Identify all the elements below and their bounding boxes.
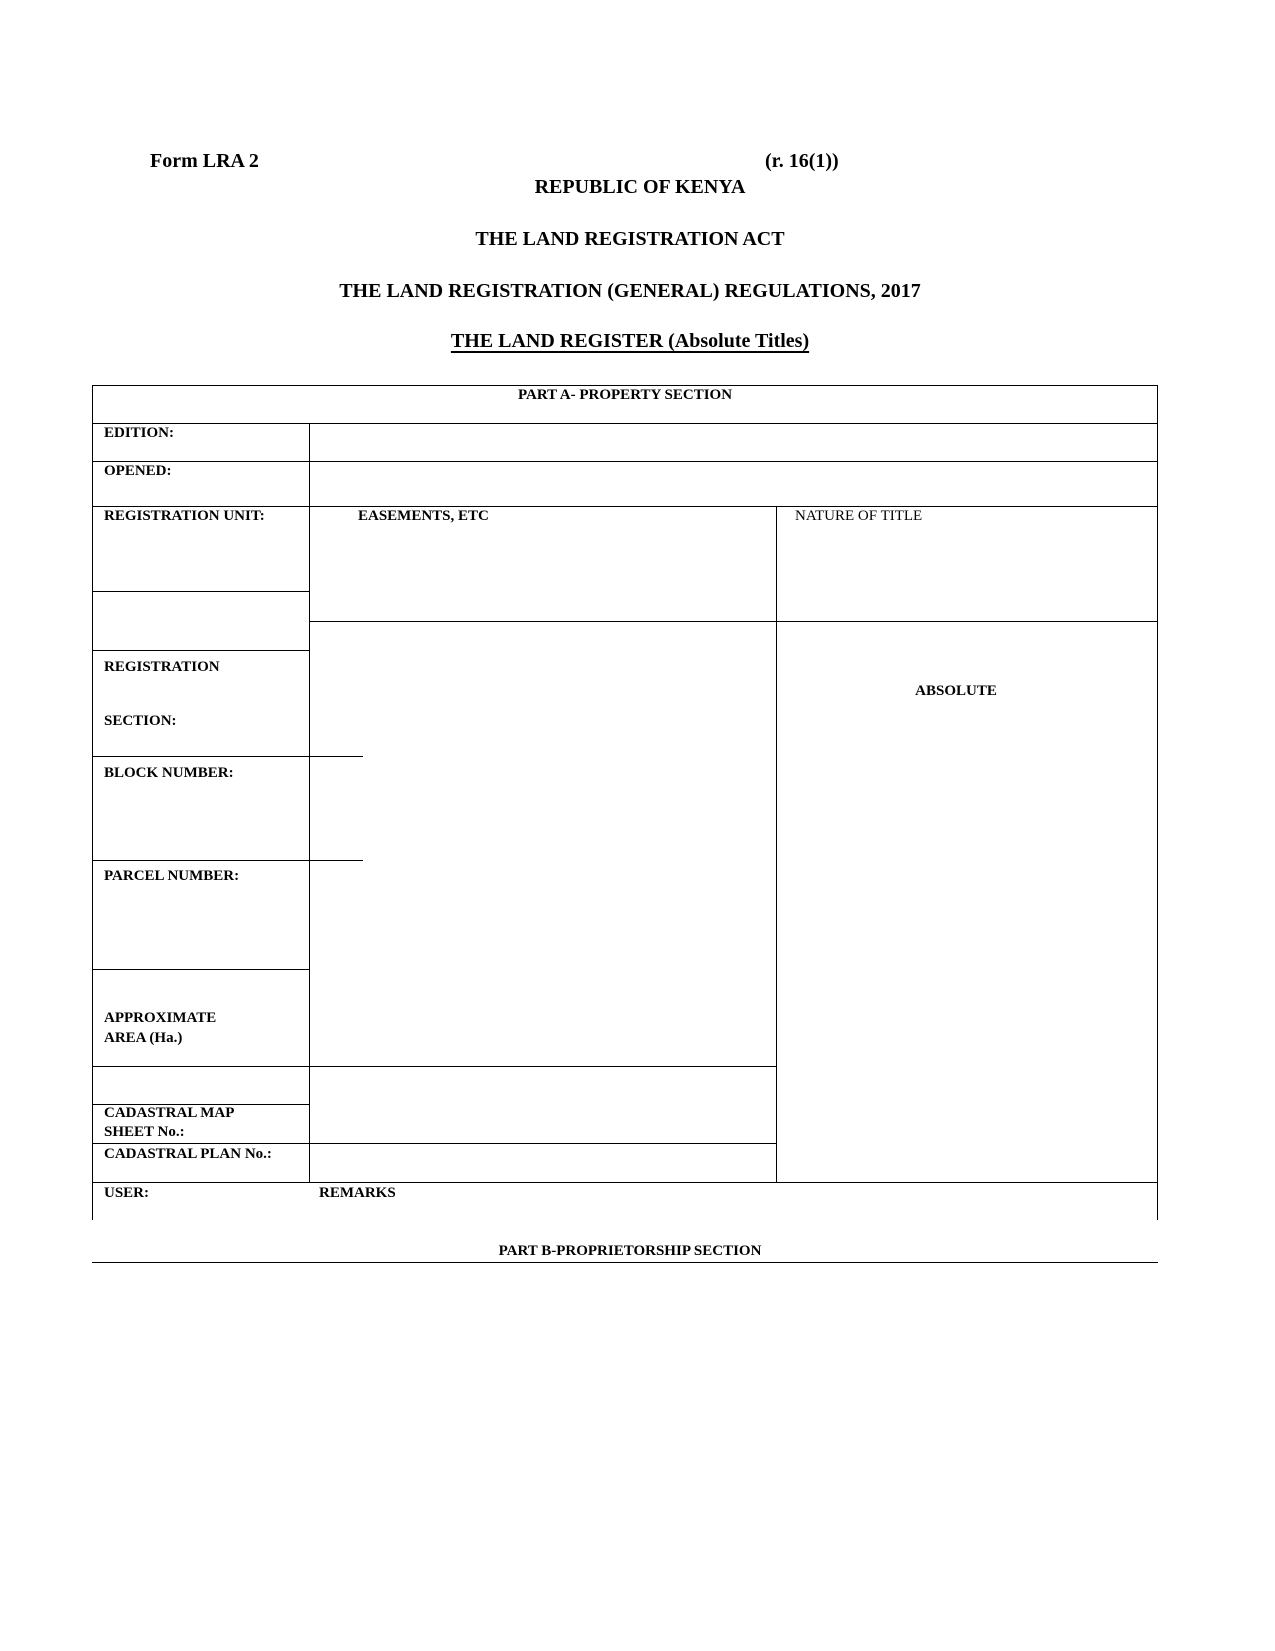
- act-heading: THE LAND REGISTRATION ACT: [475, 228, 785, 250]
- table-rule: [92, 461, 1158, 462]
- table-rule: [92, 969, 309, 970]
- table-rule: [92, 591, 309, 592]
- table-rule: [92, 1182, 1158, 1183]
- cadastral-plan-label: CADASTRAL PLAN No.:: [104, 1146, 272, 1162]
- registration-unit-label: REGISTRATION UNIT:: [104, 508, 265, 524]
- user-label: USER:: [104, 1185, 150, 1201]
- section-label: SECTION:: [104, 713, 177, 729]
- block-number-label: BLOCK NUMBER:: [104, 765, 234, 781]
- part-a-title: PART A- PROPERTY SECTION: [517, 387, 733, 403]
- nature-of-title-label: NATURE OF TITLE: [795, 508, 923, 524]
- table-rule: [92, 650, 309, 651]
- part-b-rule: [92, 1262, 1158, 1263]
- rule-reference: (r. 16(1)): [765, 150, 839, 172]
- approximate-area-line2: AREA (Ha.): [104, 1030, 183, 1046]
- registration-label: REGISTRATION: [104, 659, 220, 675]
- table-rule: [309, 621, 1158, 622]
- table-rule: [92, 756, 363, 757]
- register-title-text: THE LAND REGISTER (Absolute Titles): [450, 330, 810, 352]
- easements-label: EASEMENTS, ETC: [358, 508, 489, 524]
- table-rule: [92, 1066, 776, 1067]
- table-column-divider: [776, 506, 777, 1182]
- approximate-area-line1: APPROXIMATE: [104, 1010, 217, 1026]
- cadastral-map-line1: CADASTRAL MAP: [104, 1105, 235, 1121]
- table-rule: [92, 860, 363, 861]
- table-border-left: [92, 385, 93, 1220]
- cadastral-map-label: [104, 1104, 234, 1142]
- form-number: Form LRA 2: [150, 150, 259, 172]
- republic-heading: REPUBLIC OF KENYA: [534, 176, 746, 198]
- remarks-label: REMARKS: [319, 1185, 396, 1201]
- table-column-divider: [309, 423, 310, 1182]
- parcel-number-label: PARCEL NUMBER:: [104, 868, 240, 884]
- opened-label: OPENED:: [104, 463, 172, 479]
- part-b-title: [430, 1241, 830, 1261]
- cadastral-map-line2: SHEET No.:: [104, 1124, 185, 1140]
- table-rule: [92, 423, 1158, 424]
- table-border-right: [1157, 385, 1158, 1220]
- absolute-value: ABSOLUTE: [915, 683, 997, 699]
- part-b-title-text: PART B-PROPRIETORSHIP SECTION: [493, 1243, 768, 1259]
- approximate-area-label: [104, 1008, 216, 1048]
- regulations-heading: THE LAND REGISTRATION (GENERAL) REGULATIONS, 2017: [339, 280, 921, 302]
- edition-label: EDITION:: [104, 425, 175, 441]
- register-title: [380, 330, 880, 353]
